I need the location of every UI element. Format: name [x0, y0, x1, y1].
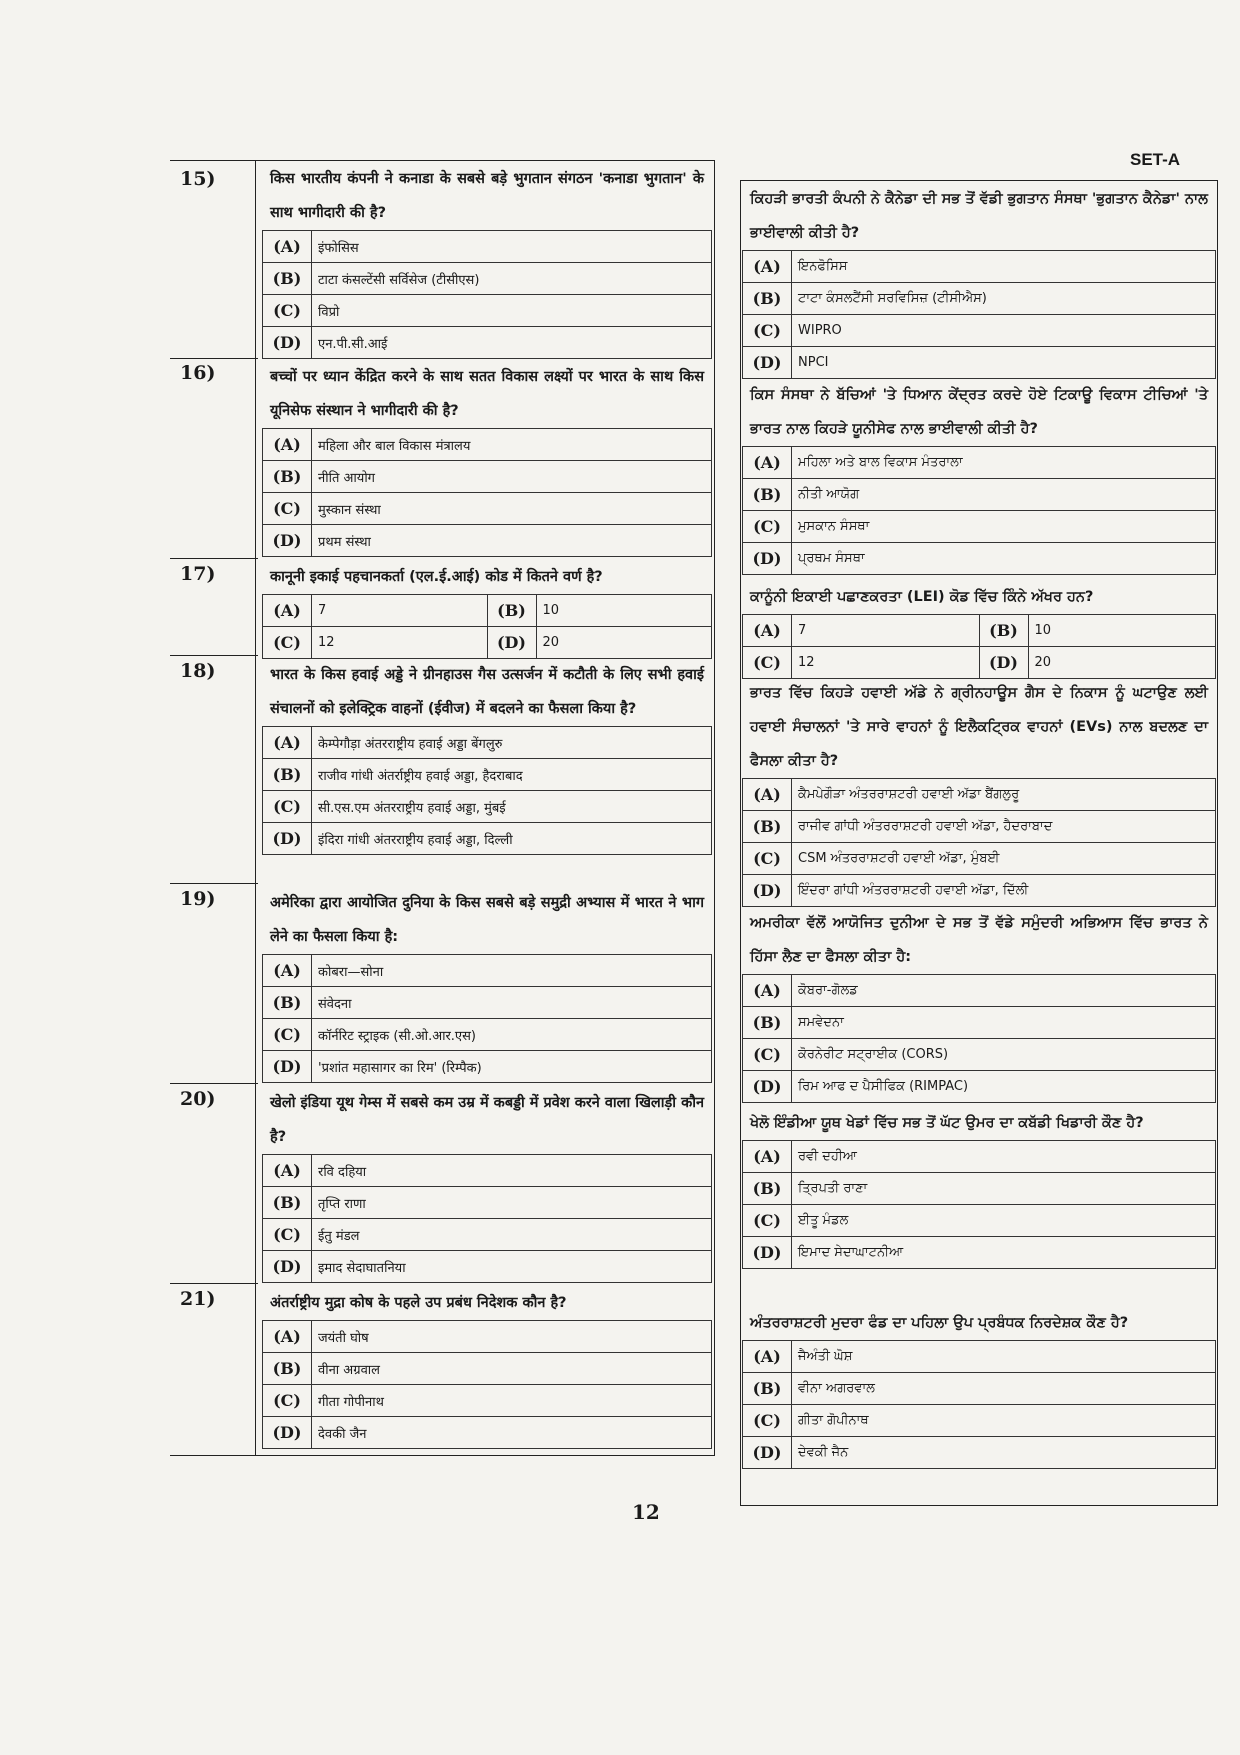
- option-label: (D): [263, 525, 312, 557]
- option-a[interactable]: जयंती घोष: [312, 1321, 712, 1353]
- question-number: 15): [180, 168, 216, 190]
- option-label: (D): [743, 543, 792, 575]
- question-17-hindi: [262, 560, 712, 659]
- options-table: [262, 428, 712, 557]
- option-label: (C): [263, 627, 312, 659]
- option-label: (B): [263, 461, 312, 493]
- option-label: (C): [743, 1039, 792, 1071]
- option-a[interactable]: ਮਹਿਲਾ ਅਤੇ ਬਾਲ ਵਿਕਾਸ ਮੰਤਰਾਲਾ: [792, 447, 1216, 479]
- option-d[interactable]: ਪ੍ਰਥਮ ਸੰਸਥਾ: [792, 543, 1216, 575]
- question-15-punjabi: [742, 182, 1216, 379]
- option-label: (B): [743, 811, 792, 843]
- option-label: (B): [263, 263, 312, 295]
- option-label: (D): [743, 1071, 792, 1103]
- question-20-hindi: [262, 1086, 712, 1283]
- option-d[interactable]: एन.पी.सी.आई: [312, 327, 712, 359]
- question-text: बच्चों पर ध्यान केंद्रित करने के साथ सतत विकास लक्ष्यों पर भारत के साथ किस यूनिसेफ संस्थान ने भागीदारी की है?: [270, 369, 704, 419]
- question-19-hindi: [262, 886, 712, 1083]
- options-table: [262, 230, 712, 359]
- option-d[interactable]: ਦੇਵਕੀ ਜੈਨ: [792, 1437, 1216, 1469]
- option-label: (A): [263, 595, 312, 627]
- question-15-hindi: [262, 162, 712, 359]
- question-text: कानूनी इकाई पहचानकर्ता (एल.ई.आई) कोड में कितने वर्ण है?: [270, 569, 603, 585]
- option-label: (C): [743, 315, 792, 347]
- question-number: 20): [180, 1088, 216, 1110]
- options-table: [742, 1140, 1216, 1269]
- option-label: (A): [743, 779, 792, 811]
- option-label: (C): [263, 1019, 312, 1051]
- option-label: (A): [743, 251, 792, 283]
- option-d[interactable]: देवकी जैन: [312, 1417, 712, 1449]
- option-label: (D): [263, 1417, 312, 1449]
- options-table: [262, 594, 712, 659]
- option-label: (B): [487, 595, 536, 627]
- option-label: (B): [743, 1373, 792, 1405]
- option-label: (B): [263, 1353, 312, 1385]
- question-text: अमेरिका द्वारा आयोजित दुनिया के किस सबसे बड़े समुद्री अभ्यास में भारत ने भाग लेने का फैसला किया है:: [270, 895, 704, 945]
- option-label: (D): [263, 327, 312, 359]
- options-table: [262, 1320, 712, 1449]
- option-label: (C): [743, 843, 792, 875]
- options-table: [262, 1154, 712, 1283]
- question-number: 21): [180, 1288, 216, 1310]
- question-text: ਕਿਸ ਸੰਸਥਾ ਨੇ ਬੱਚਿਆਂ 'ਤੇ ਧਿਆਨ ਕੇਂਦ੍ਰਤ ਕਰਦੇ ਹੋਏ ਟਿਕਾਊ ਵਿਕਾਸ ਟੀਚਿਆਂ 'ਤੇ ਭਾਰਤ ਨਾਲ ਕਿਹੜੇ ਯੂਨੀਸੇਫ ਨਾਲ ਭਾਈਵਾਲੀ ਕੀਤੀ ਹੈ?: [750, 387, 1208, 437]
- question-16-hindi: [262, 360, 712, 557]
- option-d[interactable]: 'प्रशांत महासागर का रिम' (रिम्पैक): [312, 1051, 712, 1083]
- option-label: (C): [743, 1205, 792, 1237]
- option-label: (B): [263, 987, 312, 1019]
- option-label: (B): [743, 1173, 792, 1205]
- option-label: (B): [263, 759, 312, 791]
- option-label: (A): [263, 1155, 312, 1187]
- option-label: (C): [743, 647, 792, 679]
- question-16-punjabi: [742, 378, 1216, 575]
- option-label: (C): [263, 493, 312, 525]
- option-label: (B): [743, 283, 792, 315]
- question-number: 16): [180, 362, 216, 384]
- question-text: ਖੇਲੋ ਇੰਡੀਆ ਯੂਥ ਖੇਡਾਂ ਵਿੱਚ ਸਭ ਤੋਂ ਘੱਟ ਉਮਰ ਦਾ ਕਬੱਡੀ ਖਿਡਾਰੀ ਕੌਣ ਹੈ?: [750, 1115, 1144, 1131]
- option-a[interactable]: ਜੈਅੰਤੀ ਘੋਸ਼: [792, 1341, 1216, 1373]
- option-a[interactable]: ਰਵੀ ਦਹੀਆ: [792, 1141, 1216, 1173]
- option-d[interactable]: NPCI: [792, 347, 1216, 379]
- question-text: ਭਾਰਤ ਵਿੱਚ ਕਿਹੜੇ ਹਵਾਈ ਅੱਡੇ ਨੇ ਗ੍ਰੀਨਹਾਊਸ ਗੈਸ ਦੇ ਨਿਕਾਸ ਨੂੰ ਘਟਾਉਣ ਲਈ ਹਵਾਈ ਸੰਚਾਲਨਾਂ 'ਤੇ ਸਾਰੇ ਵਾਹਨਾਂ ਨੂੰ ਇਲੈਕਟ੍ਰਿਕ ਵਾਹਨਾਂ (EVs) ਨਾਲ ਬਦਲਣ ਦਾ ਫੈਸਲਾ ਕੀਤਾ ਹੈ?: [750, 685, 1208, 769]
- option-label: (D): [743, 1437, 792, 1469]
- question-17-punjabi: [742, 580, 1216, 679]
- option-label: (D): [263, 823, 312, 855]
- option-label: (A): [743, 975, 792, 1007]
- option-c[interactable]: कॉर्नरिट स्ट्राइक (सी.ओ.आर.एस): [312, 1019, 712, 1051]
- option-a[interactable]: कोबरा—सोना: [312, 955, 712, 987]
- option-b[interactable]: 10: [1028, 615, 1216, 647]
- options-table: [262, 954, 712, 1083]
- option-label: (B): [979, 615, 1028, 647]
- option-b[interactable]: ਨੀਤੀ ਆਯੋਗ: [792, 479, 1216, 511]
- option-c[interactable]: 12: [792, 647, 980, 679]
- options-table: [742, 974, 1216, 1103]
- option-b[interactable]: वीना अग्रवाल: [312, 1353, 712, 1385]
- option-c[interactable]: विप्रो: [312, 295, 712, 327]
- option-a[interactable]: केम्पेगौड़ा अंतरराष्ट्रीय हवाई अड्डा बेंगलुरु: [312, 727, 712, 759]
- question-text: किस भारतीय कंपनी ने कनाडा के सबसे बड़े भुगतान संगठन 'कनाडा भुगतान' के साथ भागीदारी की है?: [270, 171, 704, 221]
- option-label: (B): [743, 1007, 792, 1039]
- question-18-punjabi: [742, 676, 1216, 907]
- option-a[interactable]: रवि दहिया: [312, 1155, 712, 1187]
- option-label: (D): [487, 627, 536, 659]
- option-d[interactable]: ਇਮਾਦ ਸੇਦਾਘਾਟਨੀਆ: [792, 1237, 1216, 1269]
- option-a[interactable]: ਇਨਫੋਸਿਸ: [792, 251, 1216, 283]
- option-label: (C): [263, 791, 312, 823]
- option-c[interactable]: ਗੀਤਾ ਗੋਪੀਨਾਥ: [792, 1405, 1216, 1437]
- option-c[interactable]: CSM ਅੰਤਰਰਾਸ਼ਟਰੀ ਹਵਾਈ ਅੱਡਾ, ਮੁੰਬਈ: [792, 843, 1216, 875]
- option-b[interactable]: ਵੀਨਾ ਅਗਰਵਾਲ: [792, 1373, 1216, 1405]
- option-b[interactable]: 10: [536, 595, 712, 627]
- option-label: (D): [743, 347, 792, 379]
- question-text: ਕਾਨੂੰਨੀ ਇਕਾਈ ਪਛਾਣਕਰਤਾ (LEI) ਕੋਡ ਵਿੱਚ ਕਿੰਨੇ ਅੱਖਰ ਹਨ?: [750, 589, 1094, 605]
- option-b[interactable]: संवेदना: [312, 987, 712, 1019]
- option-a[interactable]: 7: [792, 615, 980, 647]
- option-label: (A): [263, 727, 312, 759]
- option-a[interactable]: ਕੋਬਰਾ-ਗੋਲਡ: [792, 975, 1216, 1007]
- option-label: (A): [743, 447, 792, 479]
- option-label: (C): [263, 1385, 312, 1417]
- option-label: (A): [263, 955, 312, 987]
- option-c[interactable]: ਮੁਸਕਾਨ ਸੰਸਥਾ: [792, 511, 1216, 543]
- options-table: [262, 726, 712, 855]
- option-b[interactable]: ਰਾਜੀਵ ਗਾਂਧੀ ਅੰਤਰਰਾਸ਼ਟਰੀ ਹਵਾਈ ਅੱਡਾ, ਹੈਦਰਾਬਾਦ: [792, 811, 1216, 843]
- option-c[interactable]: ਕੋਰਨੇਰੀਟ ਸਟ੍ਰਾਈਕ (CORS): [792, 1039, 1216, 1071]
- option-b[interactable]: ਟਾਟਾ ਕੰਸਲਟੈਂਸੀ ਸਰਵਿਸਿਜ਼ (ਟੀਸੀਐਸ): [792, 283, 1216, 315]
- question-number-column: [168, 160, 256, 1456]
- option-a[interactable]: ਕੈਮਪੇਗੌੜਾ ਅੰਤਰਰਾਸ਼ਟਰੀ ਹਵਾਈ ਅੱਡਾ ਬੈਂਗਲੁਰੂ: [792, 779, 1216, 811]
- option-a[interactable]: 7: [312, 595, 488, 627]
- option-c[interactable]: सी.एस.एम अंतरराष्ट्रीय हवाई अड्डा, मुंबई: [312, 791, 712, 823]
- option-c[interactable]: ईतु मंडल: [312, 1219, 712, 1251]
- option-b[interactable]: नीति आयोग: [312, 461, 712, 493]
- page-number: 12: [632, 1500, 660, 1524]
- option-label: (B): [263, 1187, 312, 1219]
- options-table: [742, 614, 1216, 679]
- option-label: (C): [263, 1219, 312, 1251]
- option-label: (D): [979, 647, 1028, 679]
- option-label: (D): [263, 1051, 312, 1083]
- options-table: [742, 1340, 1216, 1469]
- option-b[interactable]: टाटा कंसल्टेंसी सर्विसेज (टीसीएस): [312, 263, 712, 295]
- options-table: [742, 250, 1216, 379]
- question-21-punjabi: [742, 1306, 1216, 1469]
- question-number: 19): [180, 888, 216, 910]
- option-label: (A): [743, 615, 792, 647]
- question-text: ਅੰਤਰਰਾਸ਼ਟਰੀ ਮੁਦਰਾ ਫੰਡ ਦਾ ਪਹਿਲਾ ਉਪ ਪ੍ਰਬੰਧਕ ਨਿਰਦੇਸ਼ਕ ਕੌਣ ਹੈ?: [750, 1315, 1129, 1331]
- option-d[interactable]: ਰਿਮ ਆਫ ਦ ਪੈਸੀਫਿਕ (RIMPAC): [792, 1071, 1216, 1103]
- options-table: [742, 778, 1216, 907]
- option-d[interactable]: इंदिरा गांधी अंतरराष्ट्रीय हवाई अड्डा, दिल्ली: [312, 823, 712, 855]
- question-number: 18): [180, 660, 216, 682]
- question-text: ਕਿਹੜੀ ਭਾਰਤੀ ਕੰਪਨੀ ਨੇ ਕੈਨੇਡਾ ਦੀ ਸਭ ਤੋਂ ਵੱਡੀ ਭੁਗਤਾਨ ਸੰਸਥਾ 'ਭੁਗਤਾਨ ਕੈਨੇਡਾ' ਨਾਲ ਭਾਈਵਾਲੀ ਕੀਤੀ ਹੈ?: [750, 191, 1208, 241]
- option-label: (A): [743, 1341, 792, 1373]
- question-20-punjabi: [742, 1106, 1216, 1269]
- option-label: (A): [743, 1141, 792, 1173]
- option-label: (D): [743, 875, 792, 907]
- option-d[interactable]: इमाद सेदाघातनिया: [312, 1251, 712, 1283]
- option-d[interactable]: 20: [1028, 647, 1216, 679]
- option-d[interactable]: प्रथम संस्था: [312, 525, 712, 557]
- option-b[interactable]: ਸਮਵੇਦਨਾ: [792, 1007, 1216, 1039]
- option-label: (C): [743, 1405, 792, 1437]
- question-19-punjabi: [742, 906, 1216, 1103]
- question-text: भारत के किस हवाई अड्डे ने ग्रीनहाउस गैस उत्सर्जन में कटौती के लिए सभी हवाई संचालनों को इलेक्ट्रिक वाहनों (ईवीज) में बदलने का फैसला किया है?: [270, 667, 704, 717]
- option-d[interactable]: ਇੰਦਰਾ ਗਾਂਧੀ ਅੰਤਰਰਾਸ਼ਟਰੀ ਹਵਾਈ ਅੱਡਾ, ਦਿੱਲੀ: [792, 875, 1216, 907]
- option-c[interactable]: WIPRO: [792, 315, 1216, 347]
- option-label: (A): [263, 1321, 312, 1353]
- option-label: (A): [263, 231, 312, 263]
- option-label: (B): [743, 479, 792, 511]
- question-text: अंतर्राष्ट्रीय मुद्रा कोष के पहले उप प्रबंध निदेशक कौन है?: [270, 1295, 567, 1311]
- option-label: (D): [263, 1251, 312, 1283]
- option-c[interactable]: गीता गोपीनाथ: [312, 1385, 712, 1417]
- option-c[interactable]: 12: [312, 627, 488, 659]
- option-label: (C): [263, 295, 312, 327]
- option-label: (D): [743, 1237, 792, 1269]
- option-label: (C): [743, 511, 792, 543]
- question-21-hindi: [262, 1286, 712, 1449]
- option-c[interactable]: मुस्कान संस्था: [312, 493, 712, 525]
- option-a[interactable]: इंफोसिस: [312, 231, 712, 263]
- option-b[interactable]: ਤ੍ਰਿਪਤੀ ਰਾਣਾ: [792, 1173, 1216, 1205]
- set-label: SET-A: [1130, 150, 1181, 169]
- option-label: (A): [263, 429, 312, 461]
- question-text: खेलो इंडिया यूथ गेम्स में सबसे कम उम्र में कबड्डी में प्रवेश करने वाला खिलाड़ी कौन है?: [270, 1095, 705, 1145]
- option-a[interactable]: महिला और बाल विकास मंत्रालय: [312, 429, 712, 461]
- question-text: ਅਮਰੀਕਾ ਵੱਲੋਂ ਆਯੋਜਿਤ ਦੁਨੀਆ ਦੇ ਸਭ ਤੋਂ ਵੱਡੇ ਸਮੁੰਦਰੀ ਅਭਿਆਸ ਵਿੱਚ ਭਾਰਤ ਨੇ ਹਿੱਸਾ ਲੈਣ ਦਾ ਫੈਸਲਾ ਕੀਤਾ ਹੈ:: [750, 915, 1208, 965]
- options-table: [742, 446, 1216, 575]
- option-b[interactable]: राजीव गांधी अंतर्राष्ट्रीय हवाई अड्डा, हैदराबाद: [312, 759, 712, 791]
- question-number: 17): [180, 563, 216, 585]
- option-b[interactable]: तृप्ति राणा: [312, 1187, 712, 1219]
- question-18-hindi: [262, 658, 712, 855]
- option-c[interactable]: ਈਤੂ ਮੰਡਲ: [792, 1205, 1216, 1237]
- option-d[interactable]: 20: [536, 627, 712, 659]
